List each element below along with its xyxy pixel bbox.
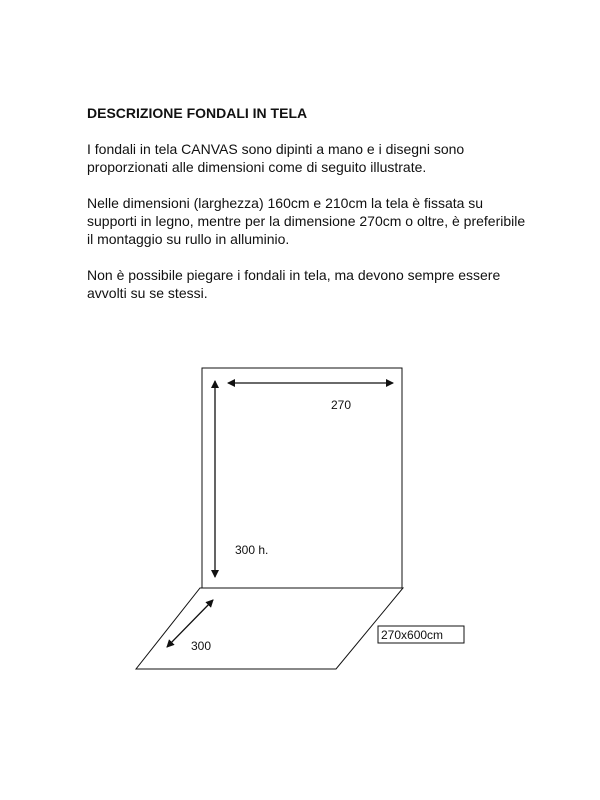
width-label: 270 (331, 398, 352, 412)
size-box-label: 270x600cm (381, 628, 444, 642)
paragraph-dimensions: Nelle dimensioni (larghezza) 160cm e 210cm la tela è fissata su supporti in legno, mentre per la dimensione 270cm o oltre, è preferibile il montaggio su rullo in alluminio. (87, 195, 526, 247)
document-title: DESCRIZIONE FONDALI IN TELA (87, 105, 308, 121)
depth-label: 300 (191, 639, 212, 653)
height-label: 300 h. (235, 543, 269, 557)
paragraph-care: Non è possibile piegare i fondali in tela, ma devono sempre essere avvolti su se stessi. (87, 267, 501, 301)
backdrop-floor-panel (136, 588, 403, 669)
backdrop-wall-panel (202, 368, 402, 588)
paragraph-intro: I fondali in tela CANVAS sono dipinti a mano e i disegni sono proporzionati alle dimensioni come di seguito illustrate. (87, 141, 465, 175)
